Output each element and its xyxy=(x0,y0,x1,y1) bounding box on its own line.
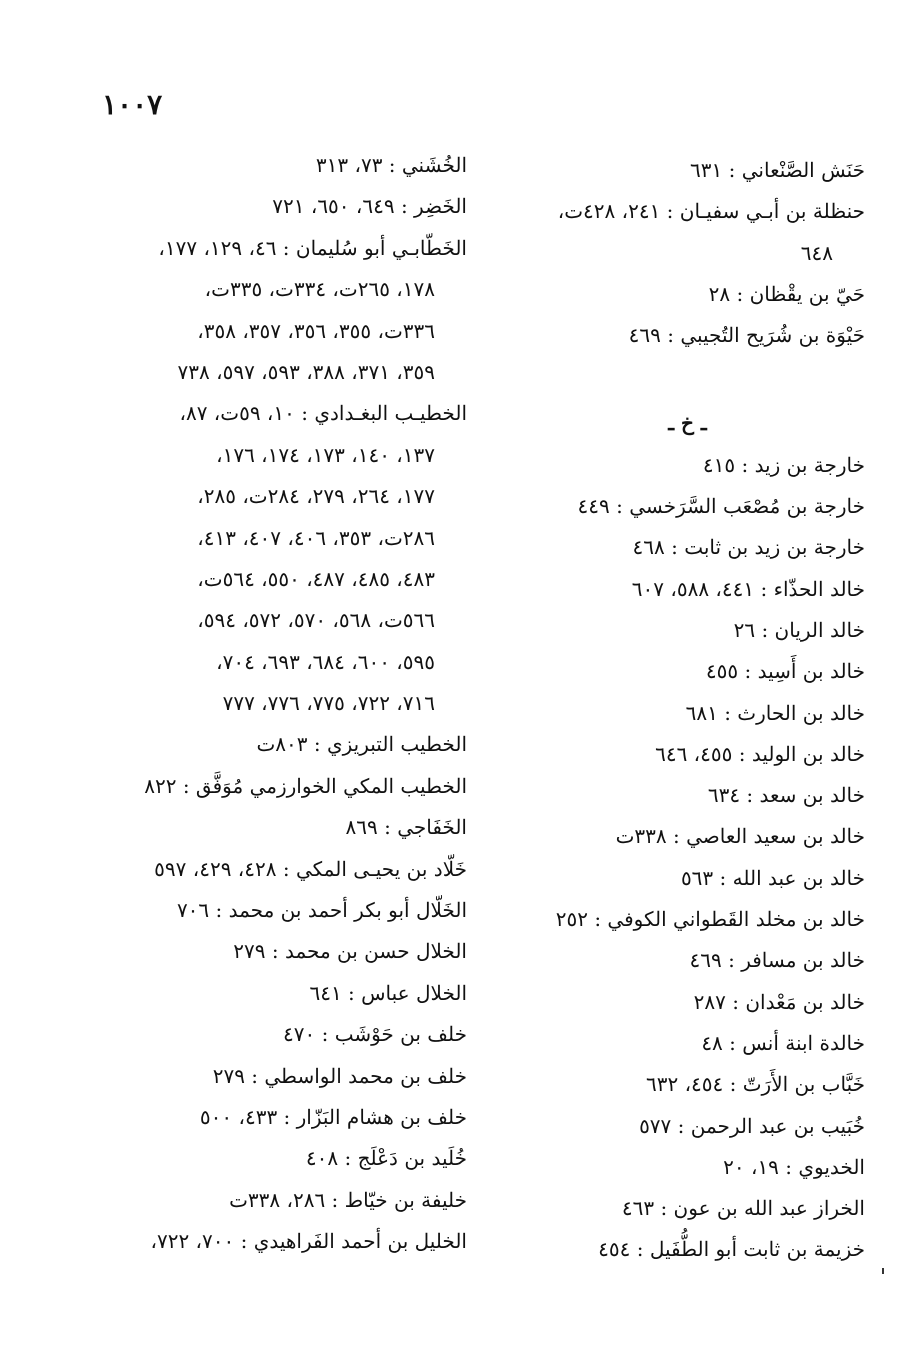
index-entry-continuation: ١٣٧، ١٤٠، ١٧٣، ١٧٤، ١٧٦، xyxy=(216,442,435,467)
index-entry: خزيمة بن ثابت أبو الطُّفَيل : ٤٥٤ xyxy=(598,1237,865,1262)
index-entry: خالد بن أَسِيد : ٤٥٥ xyxy=(705,659,865,684)
index-entry: خالد بن سعيد العاصي : ٣٣٨ت xyxy=(615,824,865,849)
index-entry: خالد بن الوليد : ٤٥٥، ٦٤٦ xyxy=(655,741,865,766)
index-entry: خالد الريان : ٢٦ xyxy=(733,617,865,642)
index-entry: حَيْوَة بن شُرَيح التُجيبي : ٤٦٩ xyxy=(628,323,865,348)
index-entry: خالد بن مخلد القَطواني الكوفي : ٢٥٢ xyxy=(555,907,865,932)
index-entry: الخطيـب البغـدادي : ١٠، ٥٩ت، ٨٧، xyxy=(179,401,467,426)
margin-mark xyxy=(882,1268,884,1274)
index-entry-continuation: ٢٨٦ت، ٣٥٣، ٤٠٦، ٤٠٧، ٤١٣، xyxy=(197,525,435,550)
index-entry: خلف بن محمد الواسطي : ٢٧٩ xyxy=(212,1063,467,1088)
index-entry: الخليل بن أحمد الفَراهيدي : ٧٠٠، ٧٢٢، xyxy=(150,1229,467,1254)
index-entry-continuation: ٤٨٣، ٤٨٥، ٤٨٧، ٥٥٠، ٥٦٤ت، xyxy=(197,566,435,591)
index-entry: خالد بن سعد : ٦٣٤ xyxy=(707,783,865,808)
index-entry: الخلال حسن بن محمد : ٢٧٩ xyxy=(233,939,467,964)
right-column xyxy=(510,150,865,1271)
index-entry-continuation: ٥٩٥، ٦٠٠، ٦٨٤، ٦٩٣، ٧٠٤، xyxy=(216,649,435,674)
index-entry: خلف بن هشام البَزّار : ٤٣٣، ٥٠٠ xyxy=(199,1104,467,1129)
index-entry: خارجة بن زيد بن ثابت : ٤٦٨ xyxy=(632,535,865,560)
index-entry: خَبَّاب بن الأَرَتّ : ٤٥٤، ٦٣٢ xyxy=(645,1072,865,1097)
index-entry: خالد بن عبد الله : ٥٦٣ xyxy=(680,865,865,890)
index-entry: خالد بن مسافر : ٤٦٩ xyxy=(689,948,865,973)
section-spacer xyxy=(510,356,865,403)
index-entry-continuation: ٣٣٦ت، ٣٥٥، ٣٥٦، ٣٥٧، ٣٥٨، xyxy=(197,318,435,343)
index-entry: الخُشَني : ٧٣، ٣١٣ xyxy=(315,153,467,177)
index-entry: خلف بن حَوْشَب : ٤٧٠ xyxy=(283,1022,467,1047)
index-entry-continuation: ١٧٧، ٢٦٤، ٢٧٩، ٢٨٤ت، ٢٨٥، xyxy=(197,484,435,509)
index-entry: الخطيب التبريزي : ٨٠٣ت xyxy=(256,732,467,757)
section-heading: ـ خ ـ xyxy=(668,411,707,436)
index-entry-continuation: ٣٥٩، ٣٧١، ٣٨٨، ٥٩٣، ٥٩٧، ٧٣٨ xyxy=(177,359,435,384)
index-entry: الخديوي : ١٩، ٢٠ xyxy=(723,1154,865,1179)
index-entry: خالد بن الحارث : ٦٨١ xyxy=(685,700,865,725)
page-number: ١٠٠٧ xyxy=(102,88,163,121)
index-entry: خالد الحذّاء : ٤٤١، ٥٨٨، ٦٠٧ xyxy=(631,576,865,601)
index-entry: الخراز عبد الله بن عون : ٤٦٣ xyxy=(621,1196,865,1221)
index-entry: الخَفَاجي : ٨٦٩ xyxy=(345,815,467,840)
index-entry: الخطيب المكي الخوارزمي مُوَفَّق : ٨٢٢ xyxy=(144,773,467,798)
index-entry: الخلال عباس : ٦٤١ xyxy=(309,980,467,1005)
index-entry-continuation: ٥٦٦ت، ٥٦٨، ٥٧٠، ٥٧٢، ٥٩٤، xyxy=(197,608,435,633)
index-entry: خَلّاد بن يحيـى المكي : ٤٢٨، ٤٢٩، ٥٩٧ xyxy=(154,856,467,881)
index-entry: خُبَيب بن عبد الرحمن : ٥٧٧ xyxy=(639,1113,865,1138)
index-entry: حَيّ بن يقْظان : ٢٨ xyxy=(708,281,865,306)
index-entry: خارجة بن زيد : ٤١٥ xyxy=(702,452,865,477)
index-entry-continuation: ٦٤٨ xyxy=(800,240,833,265)
index-entry: الخَلّال أبو بكر أحمد بن محمد : ٧٠٦ xyxy=(176,898,467,923)
index-entry: خالد بن مَعْدان : ٢٨٧ xyxy=(693,989,865,1014)
index-entry-continuation: ٧١٦، ٧٢٢، ٧٧٥، ٧٧٦، ٧٧٧ xyxy=(222,691,435,716)
index-entry: حَنَش الصَّنْعاني : ٦٣١ xyxy=(690,158,865,182)
index-entry: الخَطّابـي أبو سُليمان : ٤٦، ١٢٩، ١٧٧، xyxy=(158,235,467,260)
index-entry-continuation: ١٧٨، ٢٦٥ت، ٣٣٤ت، ٣٣٥ت، xyxy=(204,277,435,302)
left-column xyxy=(97,145,467,1263)
index-entry: حنظلة بن أبـي سفيـان : ٢٤١، ٤٢٨ت، xyxy=(557,199,865,224)
index-entry: خليفة بن خيّاط : ٢٨٦، ٣٣٨ت xyxy=(229,1187,467,1212)
index-entry: الخَضِر : ٦٤٩، ٦٥٠، ٧٢١ xyxy=(272,194,467,219)
index-entry: خالدة ابنة أنس : ٤٨ xyxy=(701,1030,865,1055)
index-entry: خُلَيد بن دَعْلَج : ٤٠٨ xyxy=(305,1146,467,1171)
index-entry: خارجة بن مُصْعَب السَّرَخسي : ٤٤٩ xyxy=(577,494,865,519)
